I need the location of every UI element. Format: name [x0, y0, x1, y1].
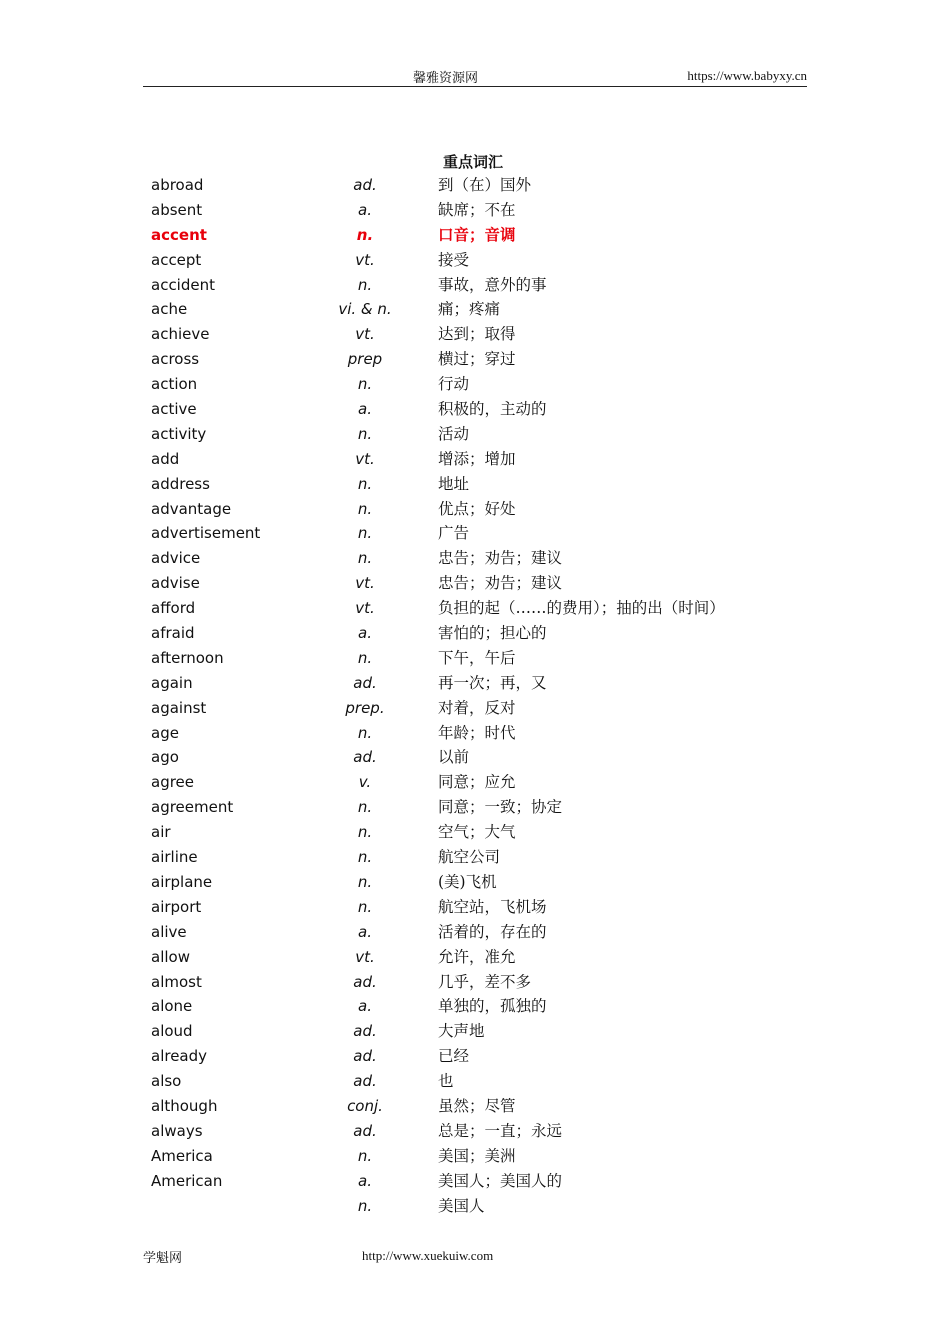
vocab-row	[151, 920, 811, 945]
vocab-meaning: 同意；应允	[438, 773, 516, 792]
vocab-word: advice	[151, 549, 201, 568]
vocab-meaning: 虽然；尽管	[438, 1096, 516, 1115]
vocab-row	[151, 696, 811, 721]
vocab-row	[151, 372, 811, 397]
vocab-row	[151, 945, 811, 970]
vocab-meaning: 大声地	[438, 1022, 485, 1041]
vocab-meaning: 痛；疼痛	[438, 300, 501, 319]
vocab-pos: ad.	[353, 748, 377, 767]
vocab-meaning: 下午，午后	[438, 648, 516, 667]
vocab-meaning: 以前	[438, 748, 470, 767]
vocab-row	[151, 472, 811, 497]
vocab-word: advise	[151, 574, 200, 593]
vocab-meaning: 总是；一直；永远	[438, 1121, 563, 1140]
vocab-pos: n.	[357, 648, 373, 667]
vocab-row	[151, 1144, 811, 1169]
vocab-row	[151, 223, 811, 248]
vocab-meaning: 口音；音调	[438, 224, 516, 244]
vocab-row	[151, 646, 811, 671]
vocab-pos: vt.	[355, 574, 375, 593]
vocab-meaning: 几乎，差不多	[438, 972, 532, 991]
vocab-pos: n.	[356, 225, 374, 244]
vocab-pos: n.	[357, 872, 373, 891]
page-footer	[143, 1247, 743, 1267]
vocab-meaning: 接受	[438, 250, 470, 269]
vocab-pos: ad.	[353, 1121, 377, 1140]
vocab-word: airline	[151, 848, 198, 867]
vocab-row	[151, 994, 811, 1019]
vocab-word: add	[151, 449, 180, 468]
vocab-word: alone	[151, 997, 193, 1016]
vocab-meaning: 空气；大气	[438, 823, 516, 842]
vocab-row	[151, 173, 811, 198]
vocab-word: abroad	[151, 176, 204, 194]
vocab-meaning: 增添；增加	[438, 449, 516, 468]
vocab-pos: n.	[357, 275, 373, 294]
vocab-word: afternoon	[151, 648, 224, 667]
vocab-row	[151, 546, 811, 571]
vocab-pos: v.	[358, 773, 372, 792]
page-header	[143, 64, 807, 87]
vocab-pos: a.	[358, 200, 372, 219]
vocab-pos: vt.	[355, 947, 375, 966]
vocab-row	[151, 845, 811, 870]
vocab-pos: vt.	[355, 250, 375, 269]
vocab-word: activity	[151, 424, 207, 443]
vocab-word: ago	[151, 748, 179, 767]
vocab-row	[151, 1044, 811, 1069]
vocab-meaning: 横过；穿过	[438, 350, 516, 369]
vocab-word: achieve	[151, 325, 210, 344]
vocab-word: afraid	[151, 624, 195, 643]
vocab-row	[151, 721, 811, 746]
vocab-row	[151, 1019, 811, 1044]
vocab-meaning: (美)飞机	[438, 872, 497, 891]
vocab-meaning: 广告	[438, 524, 470, 543]
vocab-pos: n.	[357, 897, 373, 916]
vocab-word: accent	[151, 225, 207, 244]
vocab-row	[151, 322, 811, 347]
vocab-row	[151, 521, 811, 546]
vocab-row	[151, 497, 811, 522]
vocab-word: absent	[151, 200, 203, 219]
vocab-pos: n.	[357, 474, 373, 493]
vocab-meaning: 害怕的；担心的	[438, 624, 547, 643]
vocab-pos: n.	[357, 848, 373, 867]
vocab-word: across	[151, 350, 200, 369]
vocab-row	[151, 820, 811, 845]
vocab-pos: n.	[357, 549, 373, 568]
vocab-word: agree	[151, 773, 195, 792]
vocab-pos: n.	[357, 798, 373, 817]
vocab-meaning: 行动	[438, 375, 470, 394]
vocab-meaning: 美国人	[438, 1196, 485, 1215]
vocab-word: age	[151, 723, 179, 742]
vocab-row	[151, 571, 811, 596]
vocab-row	[151, 1069, 811, 1094]
vocab-pos: n.	[357, 723, 373, 742]
vocab-word: accident	[151, 275, 215, 294]
vocab-pos: conj.	[347, 1096, 383, 1115]
vocab-row	[151, 1094, 811, 1119]
vocab-meaning: 事故，意外的事	[438, 275, 547, 294]
vocab-row	[151, 895, 811, 920]
vocab-pos: ad.	[353, 673, 377, 692]
vocab-meaning: 忠告；劝告；建议	[438, 549, 563, 568]
vocab-pos: n.	[357, 375, 373, 394]
vocab-pos: vt.	[355, 325, 375, 344]
vocab-meaning: 活动	[438, 424, 470, 443]
vocab-word: allow	[151, 947, 190, 966]
vocab-word: always	[151, 1121, 203, 1140]
vocab-word: address	[151, 474, 210, 493]
vocab-row	[151, 198, 811, 223]
vocab-meaning: 地址	[438, 474, 470, 493]
vocab-row	[151, 770, 811, 795]
vocab-row	[151, 422, 811, 447]
vocab-word: against	[151, 698, 207, 717]
vocab-pos: prep.	[345, 698, 385, 717]
vocab-pos: ad.	[353, 1072, 377, 1091]
vocab-meaning: 对着，反对	[438, 698, 516, 717]
vocab-word: aloud	[151, 1022, 193, 1041]
vocab-row	[151, 347, 811, 372]
vocab-pos: n.	[357, 524, 373, 543]
vocab-meaning: 优点；好处	[438, 499, 516, 518]
vocab-pos: prep	[347, 350, 383, 369]
vocab-pos: ad.	[353, 1047, 377, 1066]
vocab-row	[151, 596, 811, 621]
vocab-meaning: 达到；取得	[438, 325, 516, 344]
vocab-word: accept	[151, 250, 202, 269]
vocab-meaning: 缺席；不在	[438, 200, 516, 219]
vocab-meaning: 忠告；劝告；建议	[438, 574, 563, 593]
vocab-word: almost	[151, 972, 202, 991]
vocab-pos: vt.	[355, 449, 375, 468]
vocab-pos: a.	[358, 922, 372, 941]
vocab-word: airplane	[151, 872, 213, 891]
vocab-meaning: 负担的起（……的费用）；抽的出（时间）	[438, 599, 725, 618]
vocab-row	[151, 671, 811, 696]
vocab-pos: a.	[358, 997, 372, 1016]
vocab-pos: vi. & n.	[338, 300, 392, 319]
footer-site-name: 学魁网	[143, 1251, 183, 1266]
vocab-pos: a.	[358, 624, 372, 643]
header-url[interactable]: https://www.babyxy.cn	[687, 68, 807, 83]
vocab-word: also	[151, 1072, 182, 1091]
vocab-pos: ad.	[353, 972, 377, 991]
vocab-row	[151, 970, 811, 995]
vocab-row	[151, 397, 811, 422]
footer-url[interactable]: http://www.xuekuiw.com	[362, 1248, 494, 1263]
vocab-row	[151, 745, 811, 770]
vocab-meaning: 再一次；再，又	[438, 673, 547, 692]
vocab-pos: n.	[357, 823, 373, 842]
vocab-word: American	[151, 1171, 223, 1190]
vocab-pos: ad.	[353, 1022, 377, 1041]
vocab-meaning: 活着的，存在的	[438, 922, 547, 941]
vocab-row	[151, 1194, 811, 1219]
vocab-meaning: 美国人；美国人的	[438, 1171, 563, 1190]
vocab-row	[151, 621, 811, 646]
vocab-pos: n.	[357, 499, 373, 518]
vocab-word: advertisement	[151, 524, 261, 543]
vocab-meaning: 允许，准允	[438, 947, 516, 966]
vocab-row	[151, 1119, 811, 1144]
vocab-meaning: 到（在）国外	[438, 176, 532, 194]
vocab-meaning: 单独的，孤独的	[438, 997, 547, 1016]
vocab-word: alive	[151, 922, 187, 941]
vocab-word: already	[151, 1047, 208, 1066]
vocab-word: afford	[151, 599, 196, 618]
header-site-name: 馨雅资源网	[413, 71, 479, 86]
vocab-meaning: 已经	[438, 1047, 470, 1066]
vocab-pos: ad.	[353, 176, 377, 194]
vocab-pos: a.	[358, 1171, 372, 1190]
vocab-meaning: 航空站，飞机场	[438, 897, 547, 916]
vocab-word: agreement	[151, 798, 234, 817]
vocabulary-list	[151, 173, 811, 1218]
vocab-word: air	[151, 823, 171, 842]
vocab-pos: n.	[357, 1146, 373, 1165]
vocab-word: again	[151, 673, 193, 692]
vocab-meaning: 同意；一致；协定	[438, 798, 563, 817]
vocab-word: America	[151, 1146, 213, 1165]
vocab-word: although	[151, 1096, 218, 1115]
vocab-word: airport	[151, 897, 202, 916]
vocab-row	[151, 297, 811, 322]
vocab-pos: a.	[358, 400, 372, 419]
vocab-meaning: 积极的，主动的	[438, 400, 547, 419]
vocab-row	[151, 447, 811, 472]
vocab-meaning: 美国；美洲	[438, 1146, 516, 1165]
vocab-word: ache	[151, 300, 188, 319]
vocab-meaning: 年龄；时代	[438, 723, 516, 742]
page-title: 重点词汇	[443, 153, 504, 171]
vocab-pos: n.	[357, 1196, 373, 1215]
vocab-meaning: 航空公司	[438, 848, 501, 867]
vocab-meaning: 也	[438, 1072, 454, 1091]
vocab-word: advantage	[151, 499, 232, 518]
vocab-pos: n.	[357, 424, 373, 443]
vocab-word: active	[151, 400, 197, 419]
vocab-pos: vt.	[355, 599, 375, 618]
vocab-row	[151, 795, 811, 820]
vocab-row	[151, 248, 811, 273]
vocab-row	[151, 1169, 811, 1194]
vocab-row	[151, 870, 811, 895]
vocab-row	[151, 273, 811, 298]
vocab-word: action	[151, 375, 198, 394]
